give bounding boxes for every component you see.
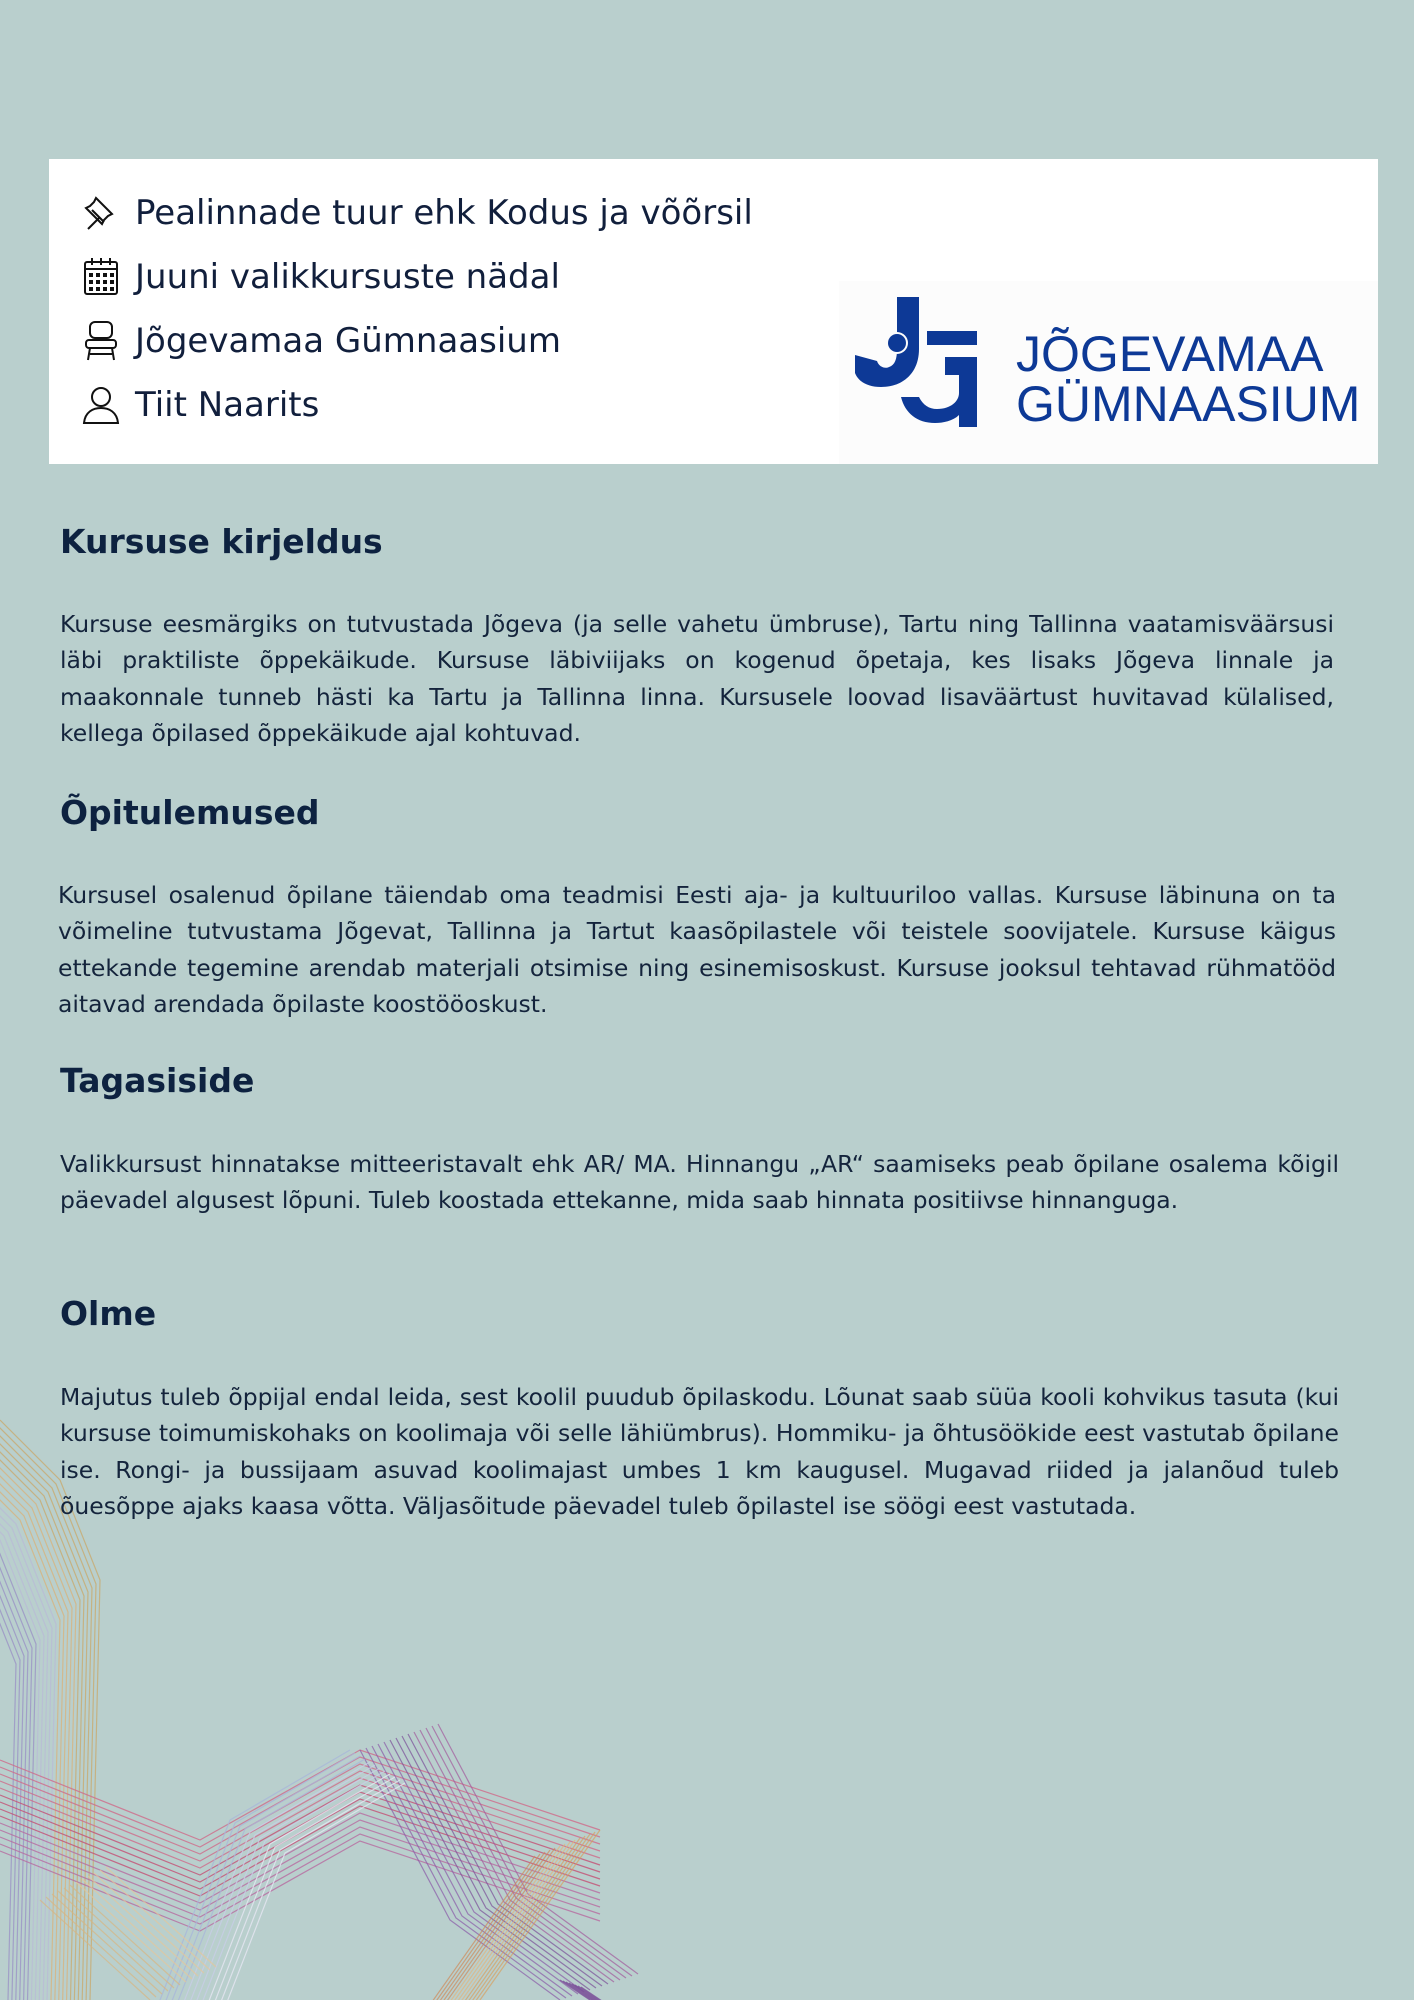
section-heading: Tagasiside (60, 1061, 255, 1100)
decorative-line (420, 1854, 540, 2000)
section-text: Majutus tuleb õppijal endal leida, sest koolil puudub õpilaskodu. Lõunat saab süüa kooli kohvikus tasuta (kui kursuse toimumiskohaks on koolimaja või selle lähiümbrus). Hommiku- ja õhtusöökide eest vastutab õpilane ise. Rongi- ja bussijaam asuvad koolimajast umbes 1 km kaugusel. Mugavad riided ja jalanõud tuleb õuesõppe ajaks kaasa võtta. Väljasõitude päevadel tuleb õpilastel ise söögi eest vastutada. (60, 1383, 1339, 1520)
course-title-row (81, 193, 753, 233)
decorative-line (94, 1873, 204, 1973)
decorative-line (210, 1780, 400, 2000)
school-logo-mark (855, 297, 980, 427)
decorative-line (432, 1726, 632, 1976)
section-feedback-body (60, 1146, 1339, 1219)
teacher-row (81, 385, 319, 425)
decorative-line (0, 1472, 48, 2000)
decorative-line (408, 1734, 608, 1984)
decorative-line (0, 1464, 56, 2000)
person-icon (81, 385, 121, 425)
course-week: Juuni valikkursuste nädal (135, 257, 560, 297)
section-heading: Olme (60, 1294, 157, 1333)
chair-icon (81, 321, 121, 361)
school-name: Jõgevamaa Gümnaasium (135, 321, 561, 361)
section-text: Kursusel osalenud õpilane täiendab oma teadmisi Eesti aja- ja kultuuriloo vallas. Kursuse läbinuna on ta võimeline tutvustama Jõgevat, Tallinna ja Tartut kaasõpilastele või teistele soovijatele. Kursuse käigus ettekande tegemine arendab materjali otsimise ning esinemisoskust. Kursuse jooksul tehtavad rühmatööd aitavad arendada õpilaste koostööoskust. (58, 881, 1336, 1018)
section-living (60, 1294, 1340, 1333)
section-description-body (60, 606, 1334, 751)
section-outcomes (60, 793, 1340, 832)
section-feedback (60, 1061, 1340, 1100)
pushpin-icon (81, 193, 121, 233)
decorative-line (64, 1888, 174, 1988)
section-outcomes-body (58, 877, 1336, 1022)
logo-line-1: JÕGEVAMAA (1016, 326, 1324, 382)
section-heading: Kursuse kirjeldus (60, 522, 383, 561)
decorative-line (205, 1777, 395, 2000)
school-row (81, 321, 561, 361)
logo-line-2: GÜMNAASIUM (1016, 376, 1361, 432)
course-title: Pealinnade tuur ehk Kodus ja võõrsil (135, 193, 753, 233)
section-description (60, 522, 1340, 561)
school-logo-text (1016, 326, 1361, 432)
decorative-line (426, 1728, 626, 1978)
header-card (49, 159, 1378, 464)
section-text: Valikkursust hinnatakse mitteeristavalt ehk AR/ MA. Hinnangu „AR“ saamiseks peab õpilane osalema kõigil päevadel algusest lõpuni. Tuleb koostada ettekanne, mida saab hinnata positiivse hinnanguga. (60, 1150, 1339, 1215)
section-living-body (60, 1379, 1339, 1524)
decorative-line (160, 1750, 350, 2000)
section-heading: Õpitulemused (60, 793, 320, 832)
section-text: Kursuse eesmärgiks on tutvustada Jõgeva (ja selle vahetu ümbruse), Tartu ning Tallinna vaatamisväärsusi läbi praktiliste õppekäikude. Kursuse läbiviijaks on kogenud õpetaja, kes lisaks Jõgeva linnale ja maakonnale tunneb hästi ka Tartu ja Tallinna linna. Kursusele loovad lisaväärtust huvitavad külalised, kellega õpilased õppekäikude ajal kohtuvad. (60, 610, 1334, 747)
decorative-line (88, 1876, 198, 1976)
school-logo (839, 281, 1378, 464)
teacher-name: Tiit Naarits (135, 385, 320, 425)
course-week-row (81, 257, 560, 297)
calendar-icon (81, 257, 121, 297)
decorative-line (82, 1879, 192, 1979)
